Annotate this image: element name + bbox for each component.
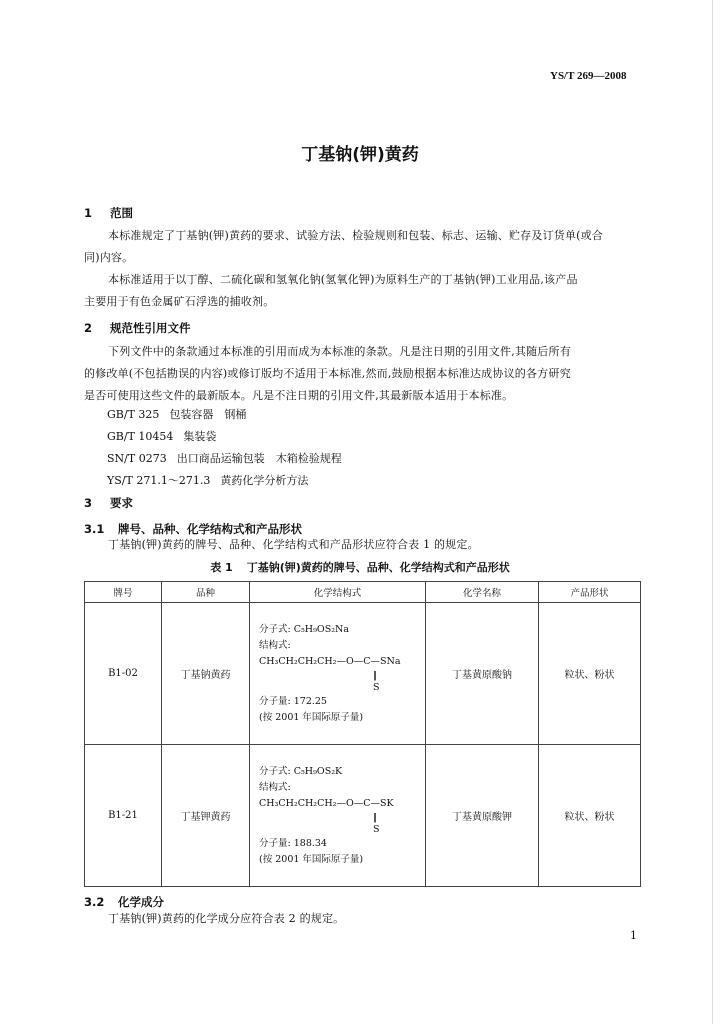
- structure-label: 结构式:: [259, 781, 291, 793]
- chem-name-cell: 丁基黄原酸钾: [426, 745, 539, 887]
- section-1-heading: [84, 205, 133, 221]
- section-title: 化学成分: [118, 895, 164, 909]
- structure-cell: [250, 603, 426, 745]
- mw-line: [259, 836, 425, 852]
- reference-list: [107, 404, 342, 492]
- mw-label: 分子量:: [259, 695, 291, 707]
- table-1: [84, 581, 641, 887]
- header-cell: 牌号: [85, 582, 162, 603]
- section-number: 1: [84, 206, 93, 220]
- reference-item: [107, 448, 342, 470]
- document-title: 丁基钠(钾)黄药: [301, 145, 419, 165]
- reference-code: GB/T 325: [107, 408, 160, 421]
- structure-chain: CH₃CH₂CH₂CH₂—O—C—SNa: [259, 655, 401, 667]
- table-row: [85, 745, 641, 887]
- reference-title: 包装容器 钢桶: [169, 408, 247, 421]
- section-number: 3.1: [84, 522, 105, 536]
- formula-line: [259, 764, 425, 780]
- section-number: 3.2: [84, 895, 105, 909]
- section-2-heading: [84, 320, 191, 336]
- paragraph-line: 本标准规定了丁基钠(钾)黄药的要求、试验方法、检验规则和包装、标志、运输、贮存及订货单(或合: [108, 229, 604, 242]
- section-3-2-body: 丁基钠(钾)黄药的化学成分应符合表 2 的规定。: [108, 912, 345, 925]
- reference-item: [107, 426, 342, 448]
- mw-note: (按 2001 年国际原子量): [259, 853, 364, 865]
- variety-cell: 丁基钠黄药: [162, 603, 250, 745]
- section-3-heading: [84, 495, 133, 511]
- standard-code: YS/T 269—2008: [550, 70, 627, 82]
- molecular-formula: C₅H₉OS₂Na: [293, 623, 349, 635]
- mw-label: 分子量:: [259, 837, 291, 849]
- table-row: [85, 603, 641, 745]
- header-cell: 化学结构式: [250, 582, 426, 603]
- grade-cell: B1-21: [85, 745, 162, 887]
- paragraph-line: 主要用于有色金属矿石浮选的捕收剂。: [84, 295, 275, 308]
- header-cell: 品种: [162, 582, 250, 603]
- molecular-weight: 172.25: [293, 695, 327, 707]
- structure-label: 结构式:: [259, 639, 291, 651]
- section-title: 要求: [110, 496, 133, 510]
- formula-label: 分子式:: [259, 765, 291, 777]
- paragraph-line: 下列文件中的条款通过本标准的引用而成为本标准的条款。凡是注日期的引用文件,其随后所有: [108, 345, 571, 358]
- double-bond: ||: [373, 812, 376, 823]
- paragraph-line: 同)内容。: [84, 251, 134, 264]
- variety-cell: 丁基钾黄药: [162, 745, 250, 887]
- molecular-formula: C₅H₉OS₂K: [293, 765, 343, 777]
- section-number: 2: [84, 321, 93, 335]
- form-cell: 粒状、粉状: [539, 603, 641, 745]
- reference-code: YS/T 271.1～271.3: [107, 474, 211, 487]
- reference-title: 集装袋: [183, 430, 217, 443]
- structure-chain: CH₃CH₂CH₂CH₂—O—C—SK: [259, 797, 394, 809]
- section-1-body: [84, 225, 644, 313]
- double-bond: ||: [373, 670, 376, 681]
- section-2-body: [84, 341, 644, 407]
- caption-text: 丁基钠(钾)黄药的牌号、品种、化学结构式和产品形状: [246, 561, 510, 574]
- reference-code: GB/T 10454: [107, 430, 174, 443]
- form-cell: 粒状、粉状: [539, 745, 641, 887]
- molecular-weight: 188.34: [293, 837, 327, 849]
- structure-cell: [250, 745, 426, 887]
- caption-label: 表 1: [210, 561, 233, 574]
- sulfur-atom: S: [373, 681, 380, 693]
- grade-cell: B1-02: [85, 603, 162, 745]
- mw-note: (按 2001 年国际原子量): [259, 711, 364, 723]
- sulfur-atom: S: [373, 823, 380, 835]
- formula-line: [259, 622, 425, 638]
- section-number: 3: [84, 496, 93, 510]
- header-cell: 化学名称: [426, 582, 539, 603]
- section-title: 牌号、品种、化学结构式和产品形状: [118, 522, 302, 536]
- section-title: 规范性引用文件: [110, 321, 191, 335]
- structural-formula: [259, 796, 425, 836]
- section-3-1-body: 丁基钠(钾)黄药的牌号、品种、化学结构式和产品形状应符合表 1 的规定。: [108, 538, 479, 551]
- reference-item: [107, 404, 342, 426]
- mw-line: [259, 694, 425, 710]
- reference-title: 出口商品运输包装 木箱检验规程: [176, 452, 342, 465]
- reference-item: [107, 470, 342, 492]
- header-cell: 产品形状: [539, 582, 641, 603]
- table-header-row: [85, 582, 641, 603]
- reference-title: 黄药化学分析方法: [220, 474, 309, 487]
- structural-formula: [259, 654, 425, 694]
- chem-name-cell: 丁基黄原酸钠: [426, 603, 539, 745]
- section-title: 范围: [110, 206, 133, 220]
- reference-code: SN/T 0273: [107, 452, 167, 465]
- paragraph-line: 的修改单(不包括勘误的内容)或修订版均不适用于本标准,然而,鼓励根据本标准达成协议的各方研究: [84, 367, 571, 380]
- formula-label: 分子式:: [259, 623, 291, 635]
- page-number: 1: [630, 929, 637, 942]
- paragraph-line: 本标准适用于以丁醇、二硫化碳和氢氧化钠(氢氧化钾)为原料生产的丁基钠(钾)工业用品,该产品: [108, 273, 578, 286]
- table-1-caption: [0, 559, 720, 575]
- paragraph-line: 是否可使用这些文件的最新版本。凡是不注日期的引用文件,其最新版本适用于本标准。: [84, 389, 514, 402]
